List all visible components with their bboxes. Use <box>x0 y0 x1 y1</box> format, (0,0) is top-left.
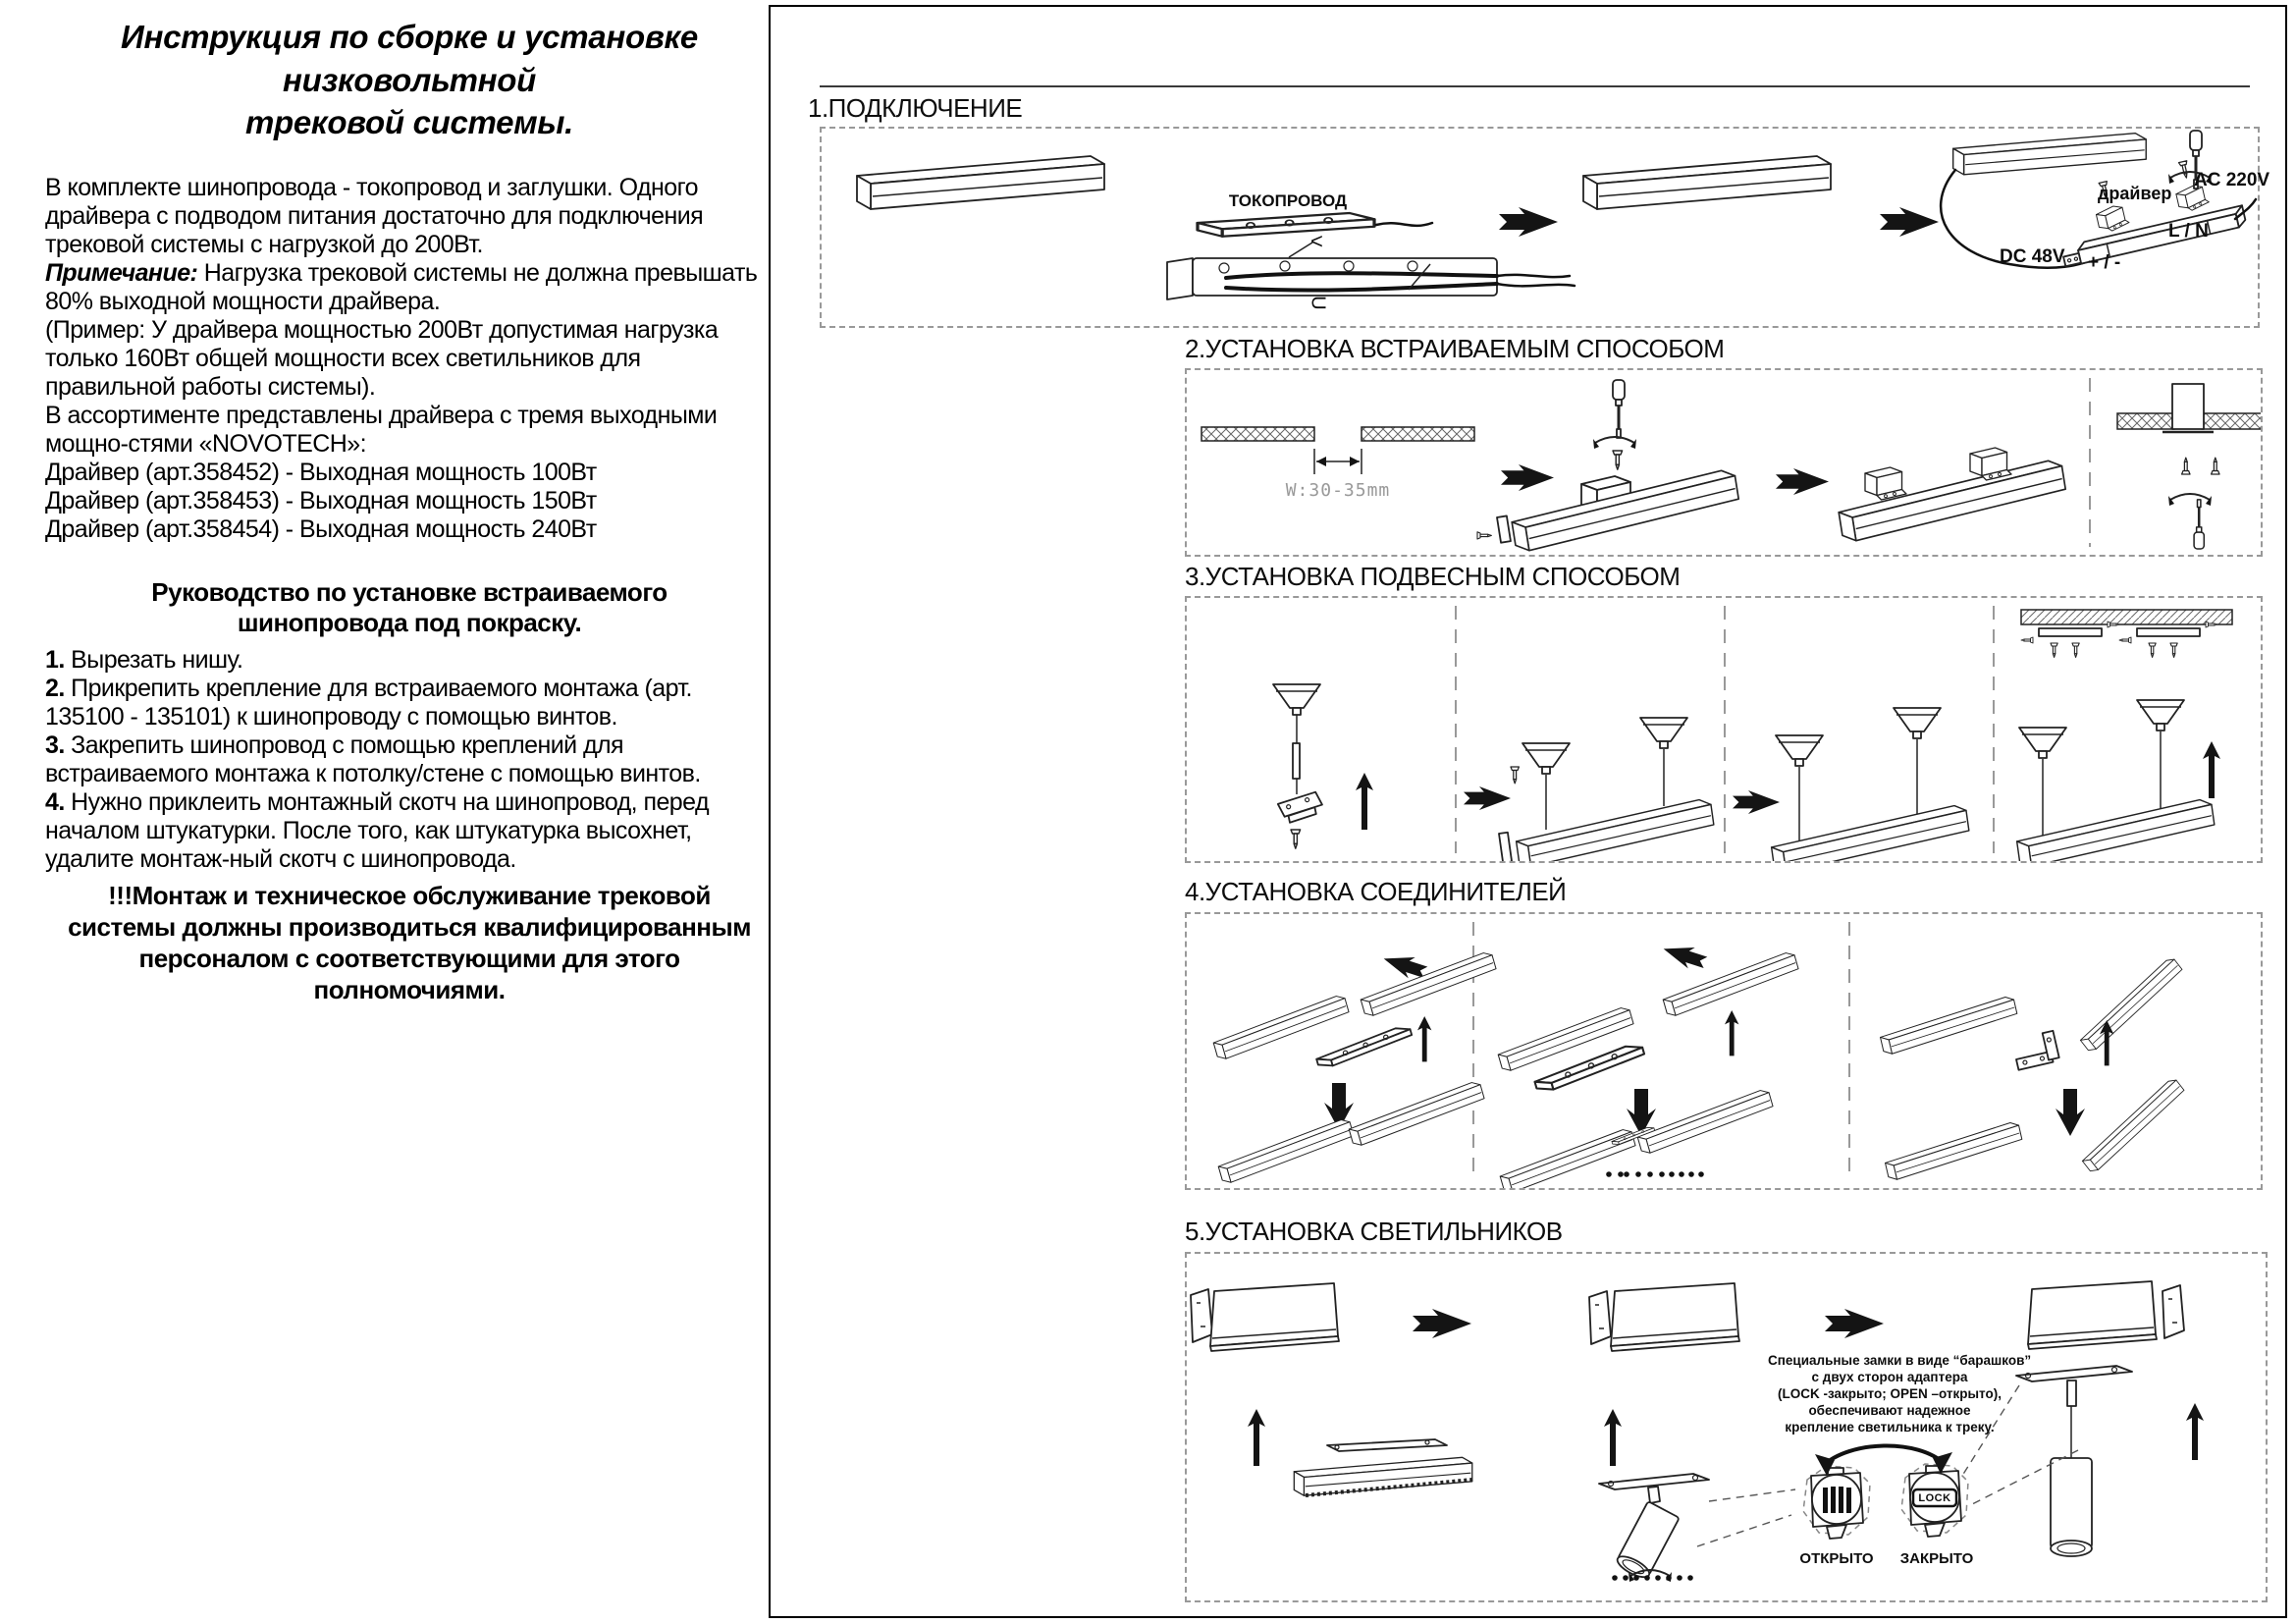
dots-row <box>1606 1171 1704 1177</box>
canopy-icon <box>1894 708 1941 738</box>
screw-icon <box>2170 643 2177 657</box>
pendant-mount-diagram <box>1187 598 2261 861</box>
text-column <box>45 16 774 1005</box>
screw-icon <box>2021 637 2033 643</box>
section-3-header: 3.УСТАНОВКА ПОДВЕСНЫМ СПОСОБОМ <box>1185 562 1681 591</box>
track-segment <box>2076 1077 2190 1174</box>
open-state-label: ОТКРЫТО <box>1799 1550 1874 1567</box>
step-2-text: Прикрепить крепление для встраиваемого монтажа (арт. 135100 - 135101) к шинопроводу с помощью винтов. <box>45 674 692 731</box>
mount-bracket <box>1970 448 2011 480</box>
arrow-left-icon <box>1660 939 1709 973</box>
lock-note-line5: крепление светильника к треку. <box>1785 1420 1995 1435</box>
wire-mark-angle: < <box>1310 229 1323 253</box>
intro-block <box>45 174 774 544</box>
track-segment <box>1953 134 2147 175</box>
track-clamp <box>1277 791 1324 825</box>
screw-icon <box>1613 451 1623 469</box>
assortment-paragraph: В ассортименте представлены драйвера с тремя выходными мощно-стями «NOVOTECH»: <box>45 401 718 458</box>
track-segment <box>1497 1127 1638 1188</box>
note-text: Нагрузка трековой системы не должна превышать 80% выходной мощности драйвера. <box>45 258 758 315</box>
track-segment <box>1514 798 1716 861</box>
section-1-box <box>820 127 2270 328</box>
screwdriver-icon <box>1613 380 1625 438</box>
section-1-header: 1.ПОДКЛЮЧЕНИЕ <box>808 93 1023 123</box>
track-segment <box>1215 1117 1357 1184</box>
arrow-up-icon <box>1604 1409 1622 1466</box>
lock-knob-open <box>1803 1466 1870 1539</box>
lock-text: LOCK <box>1918 1492 1951 1504</box>
track-segment <box>1346 1080 1487 1147</box>
screw-icon <box>2119 637 2131 643</box>
end-cap <box>1589 1291 1611 1344</box>
toggle-arc-arrow <box>1823 1445 1945 1466</box>
canopy-icon <box>2137 700 2184 731</box>
screw-icon <box>1511 767 1519 784</box>
arrow-right-icon <box>1499 207 1558 237</box>
closed-state-label: ЗАКРЫТО <box>1899 1550 1974 1567</box>
arrow-up-icon <box>1417 1016 1431 1061</box>
arrow-up-icon <box>1356 773 1373 830</box>
end-cap <box>2163 1285 2184 1338</box>
step-4-num: 4. <box>45 787 65 816</box>
screw-icon <box>2182 458 2190 474</box>
connector-strip <box>1314 1024 1414 1069</box>
step-4 <box>45 788 774 874</box>
ceiling-fixing-detail <box>2021 610 2232 657</box>
end-cap <box>1497 515 1511 542</box>
arrow-right-icon <box>1825 1309 1884 1338</box>
section-3-box <box>1185 596 2263 863</box>
corner-connector <box>2012 1031 2060 1070</box>
note-label: Примечание: <box>45 258 198 287</box>
section-4-box <box>1185 912 2263 1190</box>
ln-terminal-label: L / N <box>2168 221 2209 242</box>
track-segment <box>2014 798 2216 861</box>
arrow-up-icon <box>2203 741 2220 798</box>
arrow-right-icon <box>1880 207 1939 237</box>
arrow-right-icon <box>1413 1309 1471 1338</box>
connection-diagram <box>822 129 2258 326</box>
track-segment <box>857 156 1104 209</box>
pendant-luminaire <box>2016 1366 2132 1556</box>
niche-width-label: W:30-35mm <box>1285 480 1391 501</box>
arrow-right-icon <box>1776 468 1829 495</box>
rotation-arrow-icon <box>2168 494 2212 506</box>
section-5-header: 5.УСТАНОВКА СВЕТИЛЬНИКОВ <box>1185 1217 1563 1246</box>
recessed-mount-diagram <box>1187 370 2261 555</box>
track-panel <box>1210 1283 1339 1351</box>
track-segment <box>1883 1121 2024 1181</box>
track-segment <box>1634 1088 1776 1155</box>
track-panel <box>1611 1283 1739 1351</box>
step-2 <box>45 675 774 731</box>
track-segment <box>1583 156 1831 209</box>
ac-voltage-label: AC 220V <box>2194 170 2270 190</box>
connector-install-diagram <box>1187 914 2261 1188</box>
step-3-num: 3. <box>45 731 65 759</box>
lock-note-line2: с двух сторон адаптера <box>1811 1370 1968 1384</box>
canopy-icon <box>1640 718 1687 748</box>
track-segment <box>1878 996 2019 1056</box>
step-1 <box>45 646 774 675</box>
track-segment <box>2074 956 2188 1054</box>
canopy-icon <box>1776 735 1823 766</box>
screw-icon <box>1477 532 1491 539</box>
screw-icon <box>2072 643 2079 657</box>
driver-label: драйвер <box>2098 184 2172 203</box>
wire-mark-u: U <box>1307 296 1329 310</box>
arrow-up-icon <box>1725 1010 1738 1056</box>
screw-icon <box>2212 458 2219 474</box>
lock-note-line4: обеспечивают надежное <box>1808 1403 1971 1418</box>
screwdriver-icon <box>2194 500 2204 549</box>
luminaire-install-diagram <box>1187 1254 2266 1600</box>
note-paragraph <box>45 259 774 316</box>
clamp-block <box>2095 203 2129 234</box>
page-title-line2: трековой системы. <box>244 104 574 141</box>
step-2-num: 2. <box>45 674 65 702</box>
canopy-icon <box>1273 684 1320 715</box>
section-5-box <box>1185 1252 2268 1602</box>
screw-icon <box>2179 161 2191 179</box>
driver-row: Драйвер (арт.358453) - Выходная мощность 150Вт <box>45 486 597 514</box>
intro-paragraph: В комплекте шинопровода - токопровод и заглушки. Одного драйвера с подводом питания достаточно для подключения трековой системы с нагрузкой до 200Вт. <box>45 173 704 258</box>
track-segment <box>1358 950 1499 1017</box>
arrow-down-icon <box>2056 1089 2085 1136</box>
driver-unit <box>2049 151 2247 268</box>
canopy-icon <box>1522 743 1570 774</box>
screw-icon <box>2051 643 2057 657</box>
dots-row <box>1612 1575 1693 1581</box>
screw-icon <box>2149 643 2156 657</box>
page-title-line1: Инструкция по сборке и установке низковольтной <box>121 19 698 98</box>
rotation-arrow-icon <box>1593 437 1636 449</box>
spot-luminaire <box>1599 1474 1709 1582</box>
step-3 <box>45 731 774 788</box>
power-feed-closeup <box>1167 258 1575 299</box>
top-divider <box>820 85 2250 87</box>
power-feed-strip <box>1198 213 1374 237</box>
section-2-header: 2.УСТАНОВКА ВСТРАИВАЕМЫМ СПОСОБОМ <box>1185 334 1725 363</box>
ceiling-cross-section <box>2117 384 2261 549</box>
step-3-text: Закрепить шинопровод с помощью креплений для встраиваемого монтажа к потолку/стене с помощью винтов. <box>45 731 701 787</box>
warning-text: !!!Монтаж и техническое обслуживание трековой системы должны производиться квалифицированным персоналом с соответствующими для этого полномочиями. <box>68 880 751 1004</box>
lock-note-line1: Специальные замки в виде “барашков” <box>1768 1353 2032 1368</box>
canopy-icon <box>2019 728 2066 758</box>
linear-luminaire <box>1294 1439 1472 1495</box>
arrow-right-icon <box>1464 786 1511 810</box>
section-2-box <box>1185 368 2263 557</box>
guide-heading: Руководство по установке встраиваемого шинопровода под покраску. <box>151 576 667 637</box>
example-paragraph: (Пример: У драйвера мощностью 200Вт допустимая нагрузка только 160Вт общей мощности всех светильников для правильной работы системы). <box>45 315 719 401</box>
track-segment <box>1210 994 1352 1060</box>
screw-icon <box>1291 830 1301 848</box>
driver-row: Драйвер (арт.358454) - Выходная мощность 240Вт <box>45 514 597 543</box>
step-4-text: Нужно приклеить монтажный скотч на шинопровод, перед началом штукатурки. После того, как штукатурка высохнет, удалите монтаж-ный скотч с шинопровода. <box>45 787 709 873</box>
step-1-num: 1. <box>45 645 65 674</box>
track-panel <box>2028 1281 2157 1349</box>
step-1-text: Вырезать нишу. <box>64 645 243 674</box>
lock-note-line3: (LOCK -закрыто; OPEN –открыто), <box>1778 1386 2002 1401</box>
mount-bracket <box>1865 467 1906 500</box>
tokoprovod-label: ТОКОПРОВОД <box>1228 191 1348 210</box>
lock-note <box>1768 1352 2032 1435</box>
dc-voltage-label: DC 48V <box>2000 246 2065 267</box>
arrow-right-icon <box>1733 790 1780 814</box>
section-4-header: 4.УСТАНОВКА СОЕДИНИТЕЛЕЙ <box>1185 877 1567 906</box>
arrow-up-icon <box>1248 1409 1265 1466</box>
arrow-up-icon <box>2186 1403 2204 1460</box>
dc-terminal-label: + / - <box>2088 252 2121 273</box>
arrow-right-icon <box>1501 464 1554 491</box>
end-cap <box>1191 1289 1212 1342</box>
steps-block <box>45 646 774 874</box>
driver-row: Драйвер (арт.358452) - Выходная мощность 100Вт <box>45 458 597 486</box>
diagram-panel <box>769 5 2287 1618</box>
page-title <box>45 16 774 144</box>
